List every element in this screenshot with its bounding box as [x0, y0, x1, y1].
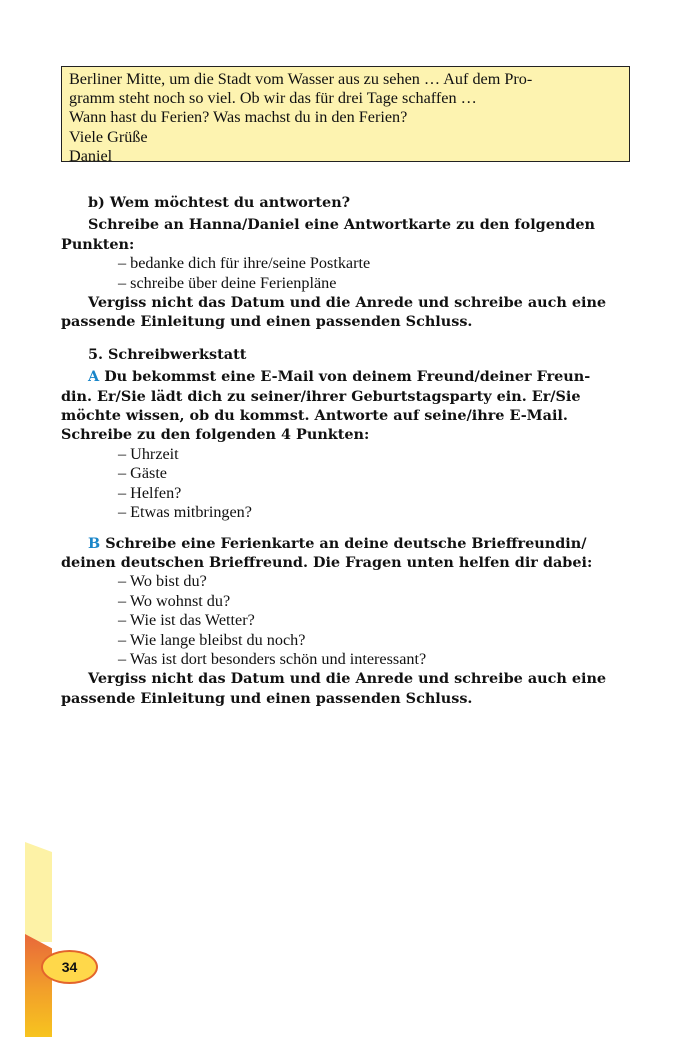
part-b-task-line: Schreibe an Hanna/Daniel eine Antwortkarte zu den folgenden: [88, 216, 596, 234]
task-a-line: din. Er/Sie lädt dich zu seiner/ihrer Geburtstagsparty ein. Er/Sie: [61, 387, 581, 405]
task-a-line: [61, 367, 645, 386]
edge-strip-orange: [25, 934, 52, 1037]
list-item: – schreibe über deine Ferienpläne: [118, 273, 337, 292]
list-item: – bedanke dich für ihre/seine Postkarte: [118, 254, 371, 273]
reminder-line: Vergiss nicht das Datum und die Anrede und schreibe auch eine: [88, 294, 607, 312]
exercise-content: [61, 193, 645, 708]
task-a-line: möchte wissen, ob du kommst. Antworte auf seine/ihre E-Mail.: [61, 407, 568, 425]
page-edge-decoration: [25, 842, 52, 1037]
reminder-line: passende Einleitung und einen passenden Schluss.: [61, 689, 473, 707]
list-item: – Uhrzeit: [118, 444, 179, 463]
list-item: – Wo bist du?: [118, 572, 207, 591]
part-b-reminder: [61, 293, 645, 332]
task-a-line-text: Du bekommst eine E-Mail von deinem Freund/deiner Freun-: [104, 368, 591, 386]
reminder-line: passende Einleitung und einen passenden Schluss.: [61, 313, 473, 331]
task-b-letter: B: [88, 534, 101, 552]
list-item: – Wie ist das Wetter?: [118, 611, 255, 630]
task-a-letter: A: [88, 368, 100, 386]
page-number: 34: [61, 959, 78, 975]
list-item: – Gäste: [118, 464, 167, 483]
postcard-text-box: [61, 66, 630, 165]
task-b-line: [61, 534, 645, 553]
part-b-heading: b) Wem möchtest du antworten?: [88, 194, 351, 211]
postcard-line: gramm steht noch so viel. Ob wir das für drei Tage schaffen …: [69, 89, 477, 108]
task-b-bullet-list: [61, 572, 645, 669]
list-item: – Wie lange bleibst du noch?: [118, 630, 306, 649]
task-b-line-text: Schreibe eine Ferienkarte an deine deutsche Brieffreundin/: [105, 534, 587, 552]
task-a-text: [61, 367, 645, 445]
reminder-line: Vergiss nicht das Datum und die Anrede und schreibe auch eine: [88, 670, 607, 688]
page-number-badge: [41, 950, 98, 984]
task-b-text: [61, 534, 645, 573]
task-a-line: Schreibe zu den folgenden 4 Punkten:: [61, 426, 370, 444]
edge-strip-yellow: [25, 842, 52, 942]
section-5-reminder: [61, 669, 645, 708]
list-item: – Helfen?: [118, 483, 182, 502]
postcard-signature: Daniel: [69, 146, 113, 165]
part-b-task-line: Punkten:: [61, 235, 135, 253]
postcard-line: Berliner Mitte, um die Stadt vom Wasser aus zu sehen … Auf dem Pro-: [69, 70, 533, 88]
list-item: – Was ist dort besonders schön und interessant?: [118, 649, 427, 668]
part-b-task: [61, 215, 645, 254]
list-item: – Wo wohnst du?: [118, 591, 231, 610]
list-item: – Etwas mitbringen?: [118, 503, 252, 522]
task-a-bullet-list: [61, 445, 645, 523]
task-b-line: deinen deutschen Brieffreund. Die Fragen unten helfen dir dabei:: [61, 553, 593, 571]
section-5-heading: 5. Schreibwerkstatt: [88, 345, 247, 363]
postcard-line: Wann hast du Ferien? Was machst du in den Ferien?: [69, 108, 408, 127]
part-b-bullet-list: [61, 254, 645, 293]
postcard-greeting: Viele Grüße: [69, 127, 148, 146]
